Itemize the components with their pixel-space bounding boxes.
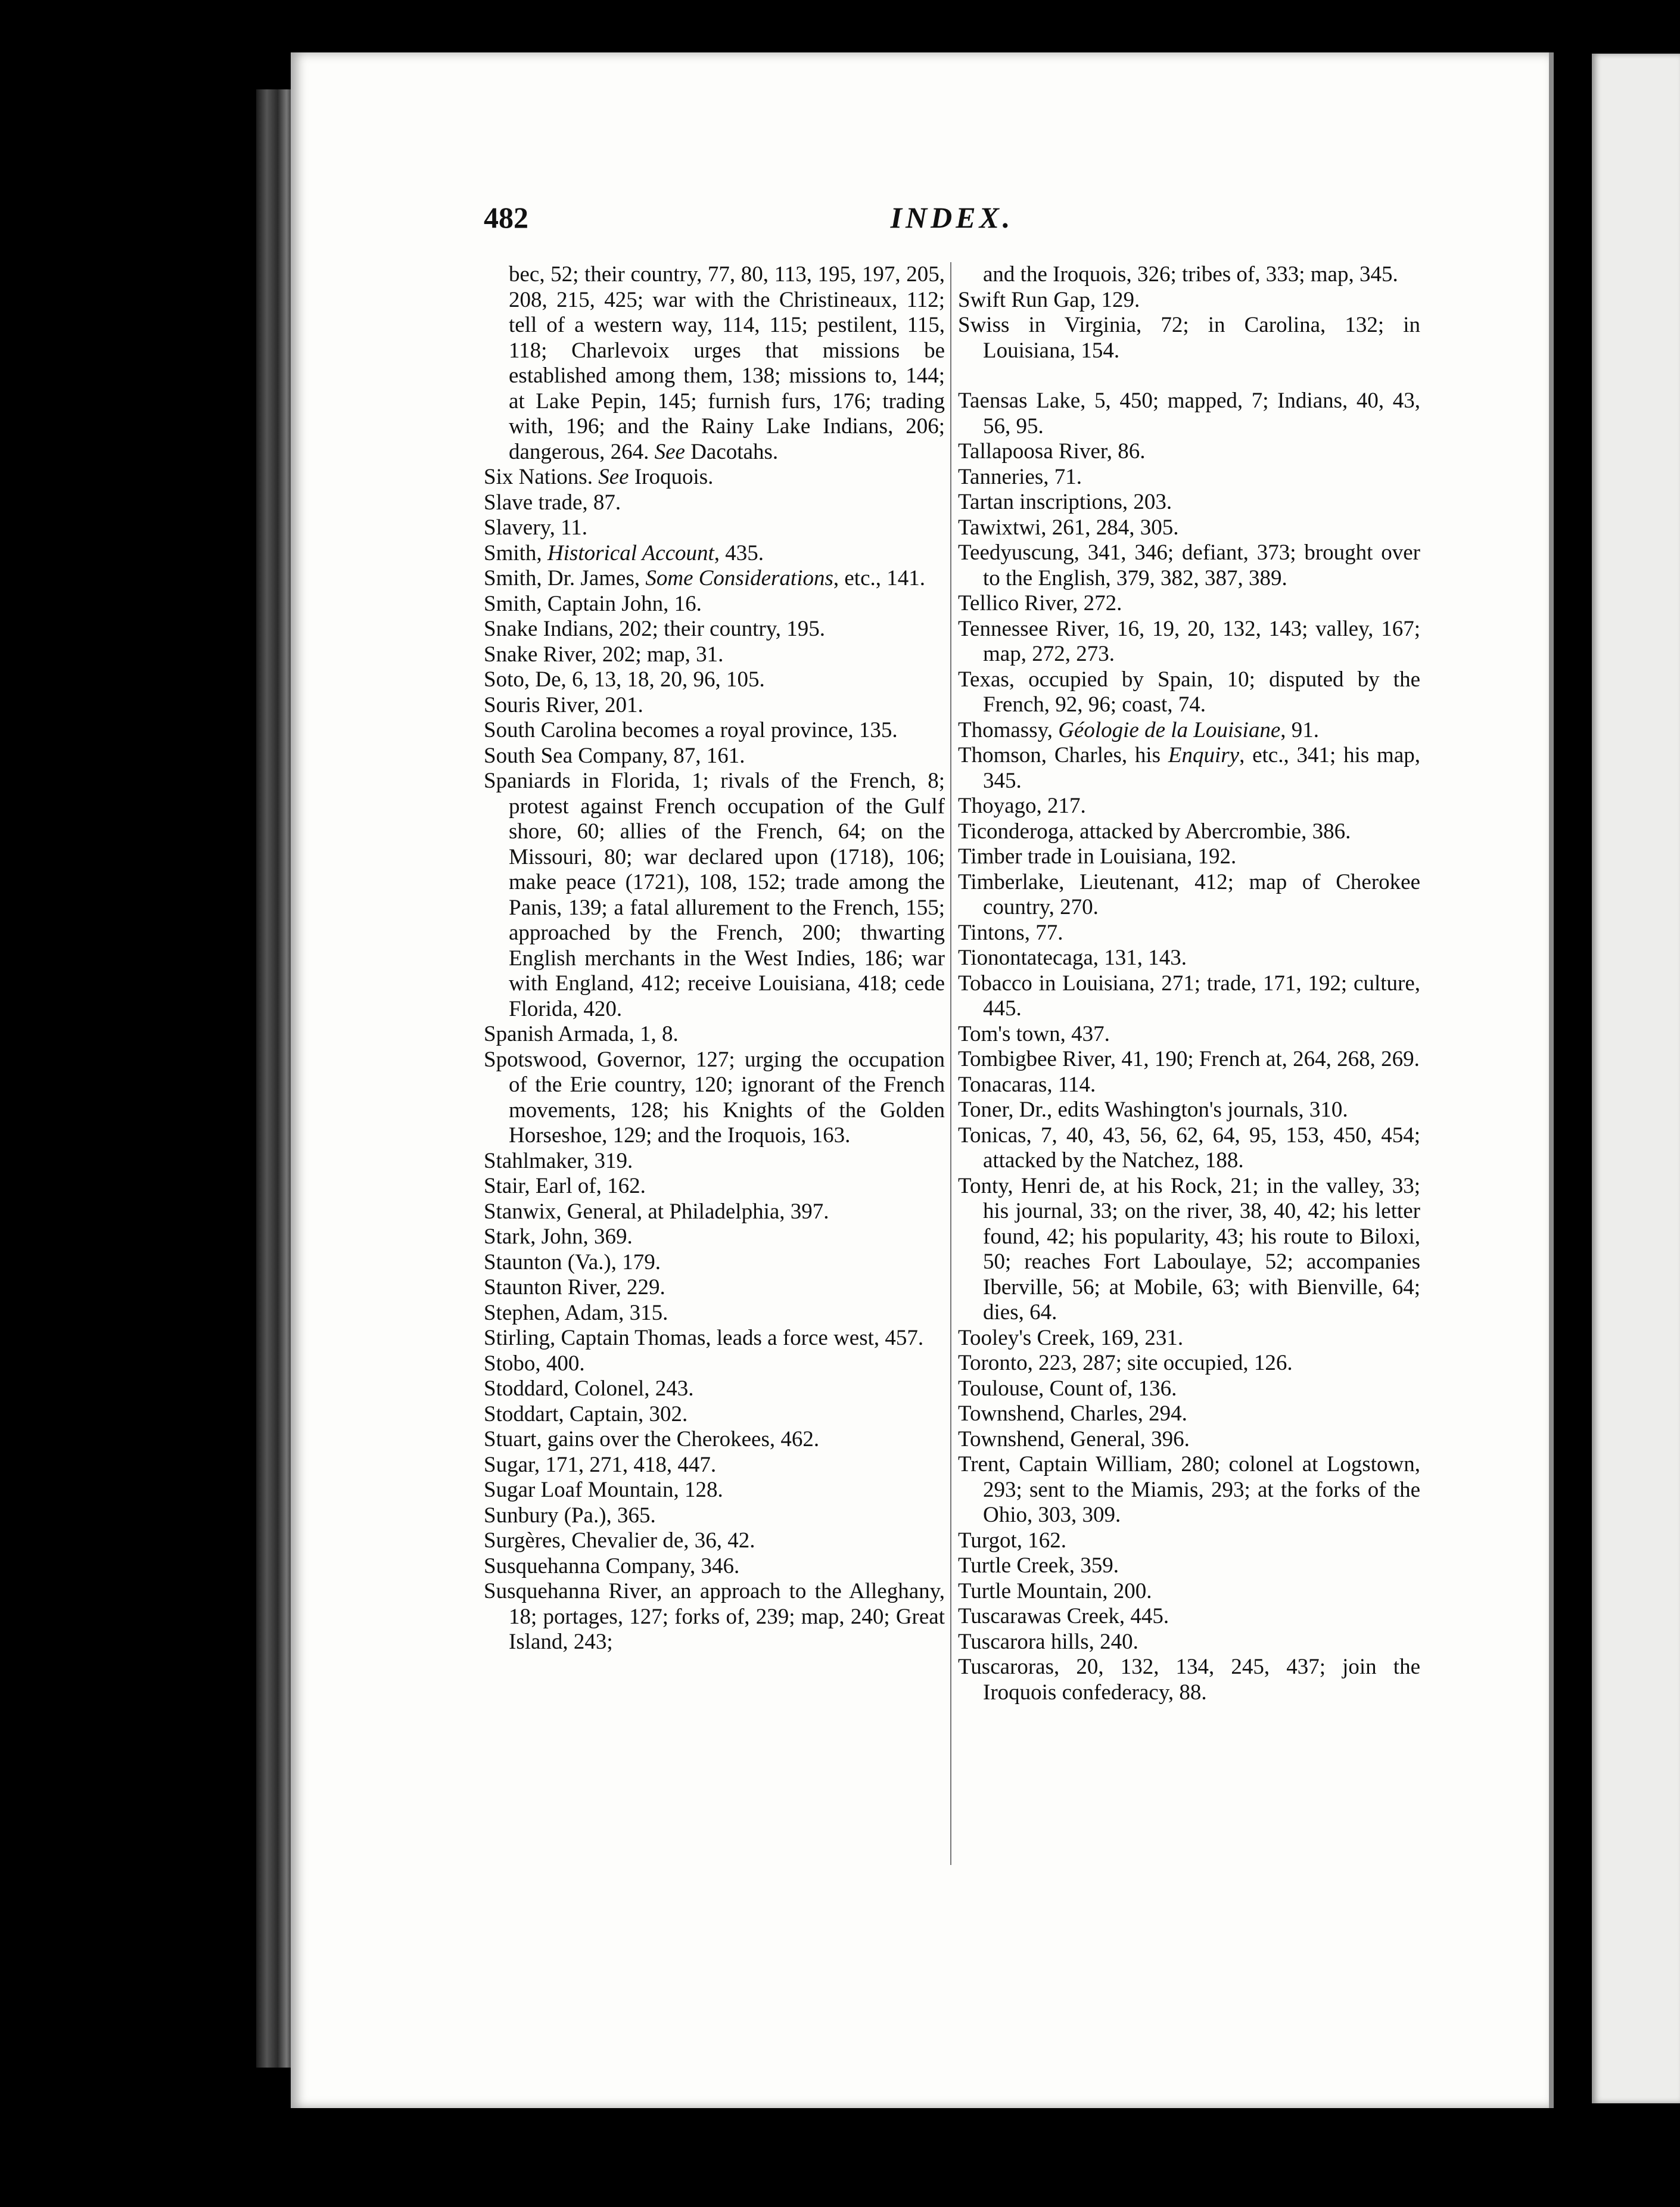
index-entry: Thomassy, Géologie de la Louisiane, 91. (958, 717, 1319, 742)
index-entry: Stark, John, 369. (484, 1224, 633, 1249)
index-entry: South Carolina becomes a royal province, 135. (484, 718, 898, 742)
index-entry: Tellico River, 272. (958, 591, 1122, 616)
index-entry: Tooley's Creek, 169, 231. (958, 1325, 1184, 1350)
index-entry: Staunton (Va.), 179. (484, 1249, 661, 1275)
facing-page-edge (1592, 54, 1680, 2103)
index-entry: Stair, Earl of, 162. (484, 1174, 646, 1198)
index-entry: Swift Run Gap, 129. (958, 287, 1140, 312)
index-entry: Toner, Dr., edits Washington's journals, 310. (958, 1098, 1348, 1122)
index-entry: Stuart, gains over the Cherokees, 462. (484, 1427, 820, 1451)
index-entry: bec, 52; their country, 77, 80, 113, 195, 197, 205, 208, 215, 425; war with the Christineaux, 112; tell of a western way, 114, 115; pestilent, 115, 118; Charlevoix urges that missions be established among them, 138; missions to, 144; at Lake Pepin, 145; furnish furs, 176; trading with, 196; and the Rainy Lake Indians, 206; dangerous, 264. See Dacotahs. (509, 262, 945, 464)
index-entry: Smith, Captain John, 16. (484, 591, 702, 616)
index-entry: Surgères, Chevalier de, 36, 42. (484, 1528, 755, 1553)
index-entry: Tobacco in Louisiana, 271; trade, 171, 192; culture, 445. (958, 971, 1420, 1021)
book-page-edges (256, 89, 292, 2068)
page-number: 482 (484, 201, 528, 234)
index-entry: Tionontatecaga, 131, 143. (958, 946, 1187, 970)
index-entry: Taensas Lake, 5, 450; mapped, 7; Indians, 40, 43, 56, 95. (958, 388, 1420, 439)
index-entry: Turtle Mountain, 200. (958, 1578, 1152, 1603)
index-entry: Stephen, Adam, 315. (484, 1300, 668, 1325)
index-entry: Teedyuscung, 341, 346; defiant, 373; brought over to the English, 379, 382, 387, 389. (958, 540, 1420, 590)
index-entry: Turtle Creek, 359. (958, 1553, 1119, 1578)
index-entry: Tom's town, 437. (958, 1021, 1110, 1046)
index-entry: Slave trade, 87. (484, 490, 621, 515)
index-entry: Tonty, Henri de, at his Rock, 21; in the valley, 33; his journal, 33; on the river, 38, 40, 42; his letter found, 42; his popularity, 43; his route to Biloxi, 50; reaches Fort Laboulaye, 52; accompanies Iberville, 56; at Mobile, 63; with Bienville, 64; dies, 64. (958, 1173, 1420, 1325)
index-entry: Smith, Dr. James, Some Considerations, etc., 141. (484, 566, 925, 590)
index-column-right (958, 262, 1420, 1705)
index-entry: Tuscarawas Creek, 445. (958, 1604, 1169, 1628)
index-entry: Tuscaroras, 20, 132, 134, 245, 437; join the Iroquois confederacy, 88. (958, 1655, 1420, 1705)
index-entry: Souris River, 201. (484, 692, 643, 717)
index-entry: Smith, Historical Account, 435. (484, 540, 764, 565)
index-entry: Snake Indians, 202; their country, 195. (484, 617, 826, 641)
index-entry: Stoddard, Colonel, 243. (484, 1376, 694, 1401)
index-entry: Toronto, 223, 287; site occupied, 126. (958, 1351, 1293, 1375)
index-entry: Toulouse, Count of, 136. (958, 1376, 1177, 1401)
index-entry: Stobo, 400. (484, 1351, 585, 1376)
index-entry: Texas, occupied by Spain, 10; disputed by the French, 92, 96; coast, 74. (958, 667, 1420, 717)
index-entry: Tawixtwi, 261, 284, 305. (958, 515, 1179, 540)
index-entry: Townshend, Charles, 294. (958, 1401, 1187, 1426)
index-entry: and the Iroquois, 326; tribes of, 333; map, 345. (983, 262, 1398, 287)
index-entry: Tuscarora hills, 240. (958, 1629, 1138, 1654)
index-entry: Tombigbee River, 41, 190; French at, 264, 268, 269. (958, 1047, 1420, 1071)
index-entry: Trent, Captain William, 280; colonel at Logstown, 293; sent to the Miamis, 293; at the forks of the Ohio, 303, 309. (958, 1452, 1420, 1527)
index-entry: Snake River, 202; map, 31. (484, 642, 724, 667)
index-entry: Stirling, Captain Thomas, leads a force west, 457. (484, 1326, 924, 1350)
index-entry: Six Nations. See Iroquois. (484, 465, 714, 489)
index-entry: Stanwix, General, at Philadelphia, 397. (484, 1199, 829, 1224)
index-entry: Timberlake, Lieutenant, 412; map of Cherokee country, 270. (958, 869, 1420, 919)
running-title: INDEX. (890, 201, 1014, 234)
index-entry: Spaniards in Florida, 1; rivals of the French, 8; protest against French occupation of the Gulf shore, 60; allies of the French, 64; on the Missouri, 80; war declared upon (1718), 106; make peace (1721), 108, 152; trade among the Panis, 139; a fatal allurement to the French, 155; approached by the French, 200; thwarting English merchants in the West Indies, 186; war with England, 412; receive Louisiana, 418; cede Florida, 420. (484, 769, 945, 1021)
index-entry: Timber trade in Louisiana, 192. (958, 844, 1237, 869)
index-entry: Staunton River, 229. (484, 1275, 665, 1300)
index-entry: Stahlmaker, 319. (484, 1148, 633, 1173)
index-entry: Tonicas, 7, 40, 43, 56, 62, 64, 95, 153, 450, 454; attacked by the Natchez, 188. (958, 1123, 1420, 1173)
index-entry: Tintons, 77. (958, 920, 1063, 945)
index-entry: Thoyago, 217. (958, 794, 1086, 818)
index-entry: Townshend, General, 396. (958, 1426, 1190, 1451)
index-entry: Turgot, 162. (958, 1528, 1066, 1553)
index-entry: Sugar, 171, 271, 418, 447. (484, 1452, 717, 1477)
column-divider (950, 262, 951, 1865)
index-entry: Slavery, 11. (484, 515, 587, 540)
index-entry: Stoddart, Captain, 302. (484, 1401, 688, 1426)
index-entry: Tanneries, 71. (958, 464, 1082, 489)
index-entry: Tennessee River, 16, 19, 20, 132, 143; valley, 167; map, 272, 273. (958, 616, 1420, 666)
page-gutter-edge (1549, 52, 1554, 2108)
index-entry: Tonacaras, 114. (958, 1072, 1096, 1097)
page-header (484, 200, 1420, 242)
index-entry: Susquehanna Company, 346. (484, 1553, 740, 1578)
index-entry: Swiss in Virginia, 72; in Carolina, 132; in Louisiana, 154. (958, 313, 1420, 363)
index-entry: Tartan inscriptions, 203. (958, 490, 1172, 514)
index-entry: Susquehanna River, an approach to the Alleghany, 18; portages, 127; forks of, 239; map, 240; Great Island, 243; (484, 1579, 945, 1654)
index-entry: Sunbury (Pa.), 365. (484, 1503, 656, 1528)
index-entry: South Sea Company, 87, 161. (484, 743, 745, 768)
index-column-left (484, 262, 945, 1655)
index-entry: Tallapoosa River, 86. (958, 439, 1146, 464)
index-entry: Spotswood, Governor, 127; urging the occupation of the Erie country, 120; ignorant of the French movements, 128; his Knights of the Golden Horseshoe, 129; and the Iroquois, 163. (484, 1047, 945, 1148)
index-entry: Thomson, Charles, his Enquiry, etc., 341; his map, 345. (958, 743, 1420, 793)
index-entry: Soto, De, 6, 13, 18, 20, 96, 105. (484, 667, 765, 692)
index-entry: Sugar Loaf Mountain, 128. (484, 1478, 723, 1502)
index-entry: Ticonderoga, attacked by Abercrombie, 386. (958, 819, 1351, 844)
index-entry: Spanish Armada, 1, 8. (484, 1022, 679, 1046)
